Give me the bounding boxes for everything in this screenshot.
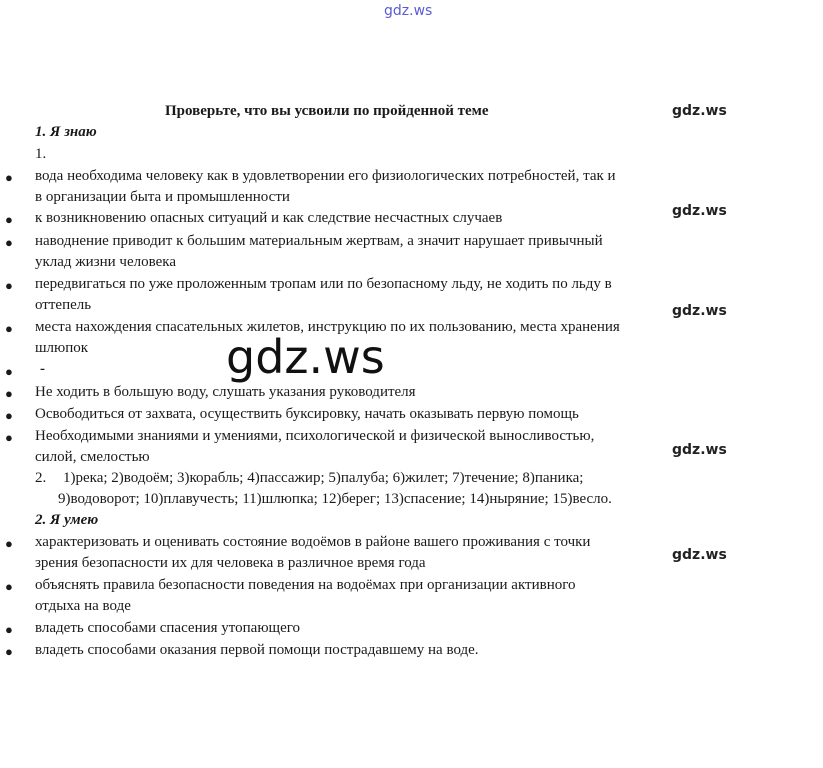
bullet-icon: ● bbox=[5, 536, 13, 551]
watermark-top: gdz.ws bbox=[384, 3, 433, 19]
list-item-line: характеризовать и оценивать состояние водоёмов в районе вашего проживания с точки bbox=[35, 534, 591, 550]
page-title: Проверьте, что вы усвоили по пройденной теме bbox=[165, 103, 489, 119]
list-item-line: силой, смелостью bbox=[35, 449, 150, 465]
bullet-icon: ● bbox=[5, 579, 13, 594]
list-item-line: Необходимыми знаниями и умениями, психологической и физической выносливостью, bbox=[35, 428, 595, 444]
list-item-line: объяснять правила безопасности поведения на водоёмах при организации активного bbox=[35, 577, 576, 593]
list-item-line: шлюпок bbox=[35, 340, 89, 356]
list-item-line: отдыха на воде bbox=[35, 598, 131, 614]
list-item-line: места нахождения спасательных жилетов, инструкцию по их пользованию, места хранения bbox=[35, 319, 620, 335]
list-item-line: - bbox=[40, 361, 45, 377]
watermark-right-4: gdz.ws bbox=[672, 442, 727, 458]
bullet-icon: ● bbox=[5, 212, 13, 227]
watermark-right-2: gdz.ws bbox=[672, 203, 727, 219]
answer-line: 1)река; 2)водоём; 3)корабль; 4)пассажир; 5)палуба; 6)жилет; 7)течение; 8)паника; bbox=[63, 470, 584, 486]
section-heading-can: 2. Я умею bbox=[35, 512, 99, 528]
list-item-line: владеть способами оказания первой помощи пострадавшему на воде. bbox=[35, 642, 479, 658]
bullet-icon: ● bbox=[5, 170, 13, 185]
list-item-line: оттепель bbox=[35, 297, 92, 313]
section-heading-know: 1. Я знаю bbox=[35, 124, 97, 140]
list-item-line: вода необходима человеку как в удовлетворении его физиологических потребностей, так и bbox=[35, 168, 616, 184]
watermark-right-1: gdz.ws bbox=[672, 103, 727, 119]
bullet-icon: ● bbox=[5, 235, 13, 250]
list-item-line: уклад жизни человека bbox=[35, 254, 176, 270]
list-item-line: зрения безопасности их для человека в различное время года bbox=[35, 555, 426, 571]
list-item-line: в организации быта и промышленности bbox=[35, 189, 290, 205]
bullet-icon: ● bbox=[5, 430, 13, 445]
bullet-icon: ● bbox=[5, 644, 13, 659]
list-item-line: владеть способами спасения утопающего bbox=[35, 620, 301, 636]
bullet-icon: ● bbox=[5, 364, 13, 379]
bullet-icon: ● bbox=[5, 408, 13, 423]
list-item-line: Освободиться от захвата, осуществить буксировку, начать оказывать первую помощь bbox=[35, 406, 579, 422]
bullet-icon: ● bbox=[5, 386, 13, 401]
item-number: 1. bbox=[35, 146, 47, 162]
list-item-line: наводнение приводит к большим материальным жертвам, а значит нарушает привычный bbox=[35, 233, 603, 249]
list-item-line: передвигаться по уже проложенным тропам или по безопасному льду, не ходить по льду в bbox=[35, 276, 612, 292]
bullet-icon: ● bbox=[5, 321, 13, 336]
bullet-icon: ● bbox=[5, 622, 13, 637]
watermark-right-5: gdz.ws bbox=[672, 547, 727, 563]
list-item-line: Не ходить в большую воду, слушать указания руководителя bbox=[35, 384, 416, 400]
answer-line: 9)водоворот; 10)плавучесть; 11)шлюпка; 12)берег; 13)спасение; 14)ныряние; 15)весло. bbox=[58, 491, 612, 507]
watermark-large: gdz.ws bbox=[226, 330, 385, 384]
bullet-icon: ● bbox=[5, 278, 13, 293]
answer-number: 2. bbox=[35, 470, 47, 486]
watermark-right-3: gdz.ws bbox=[672, 303, 727, 319]
list-item-line: к возникновению опасных ситуаций и как следствие несчастных случаев bbox=[35, 210, 503, 226]
